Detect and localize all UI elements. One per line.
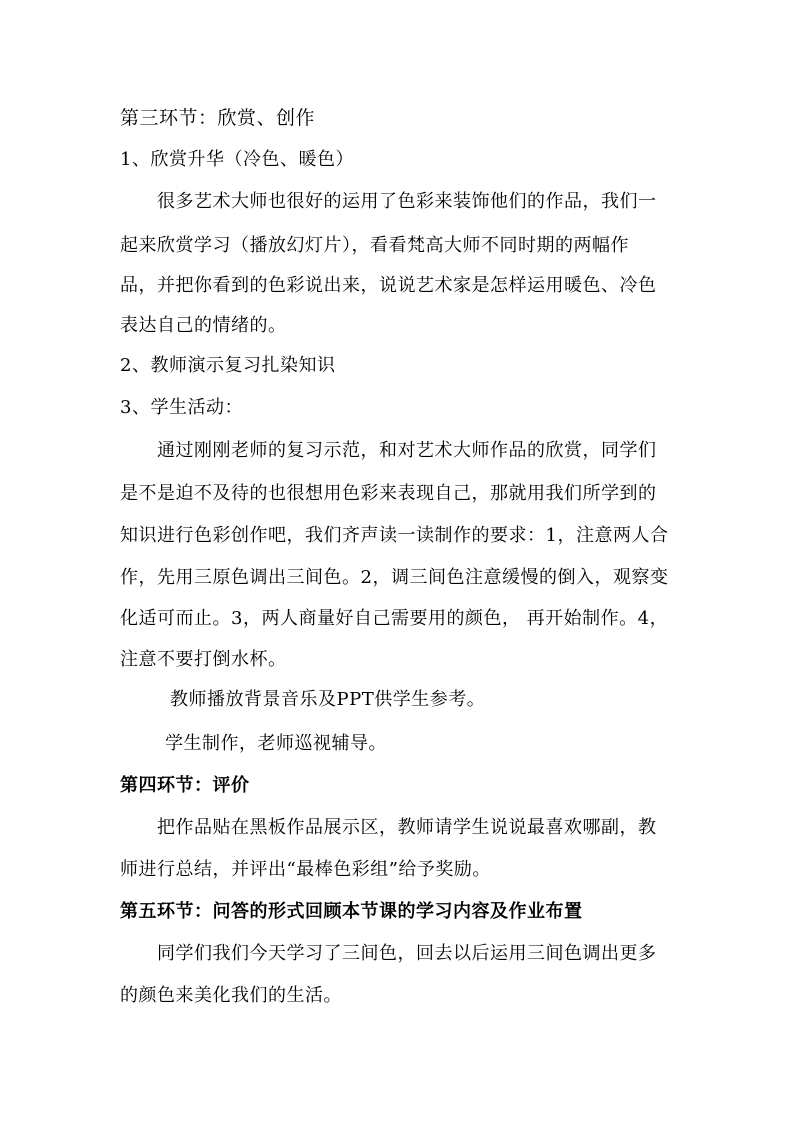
item3-line-5: 化适可而止。3，两人商量好自己需要用的颜色， 再开始制作。4， [120, 608, 669, 629]
item1-line-1: 很多艺术大师也很好的运用了色彩来装饰他们的作品，我们一 [157, 191, 657, 212]
section5-title: 第五环节：问答的形式回顾本节课的学习内容及作业布置 [120, 901, 583, 922]
section5-line-1: 同学们我们今天学习了三间色，回去以后运用三间色调出更多 [157, 943, 657, 964]
item3-title: 3、学生活动： [120, 397, 243, 418]
item3-note-2: 学生制作，老师巡视辅导。 [165, 733, 387, 754]
item3-line-4: 作，先用三原色调出三间色。2，调三间色注意缓慢的倒入，观察变 [120, 567, 669, 588]
item1-line-2: 起来欣赏学习（播放幻灯片），看看梵高大师不同时期的两幅作 [120, 235, 629, 256]
item3-note-1: 教师播放背景音乐及PPT供学生参考。 [170, 689, 486, 710]
item3-line-1: 通过刚刚老师的复习示范，和对艺术大师作品的欣赏，同学们 [157, 440, 657, 461]
item1-line-3: 品，并把你看到的色彩说出来，说说艺术家是怎样运用暖色、冷色 [120, 275, 657, 296]
item3-line-2: 是不是迫不及待的也很想用色彩来表现自己，那就用我们所学到的 [120, 483, 657, 504]
item3-line-3: 知识进行色彩创作吧，我们齐声读一读制作的要求：1，注意两人合 [120, 525, 669, 546]
item2-title: 2、教师演示复习扎染知识 [120, 355, 336, 376]
item1-title: 1、欣赏升华（冷色、暖色） [120, 149, 354, 170]
item3-line-6: 注意不要打倒水杯。 [120, 649, 287, 670]
section4-line-2: 师进行总结，并评出“最棒色彩组”给予奖励。 [120, 859, 491, 880]
section5-line-2: 的颜色来美化我们的生活。 [120, 985, 342, 1006]
section4-line-1: 把作品贴在黑板作品展示区，教师请学生说说最喜欢哪副，教 [157, 817, 657, 838]
section3-title: 第三环节：欣赏、创作 [120, 107, 316, 129]
section4-title: 第四环节：评价 [120, 775, 250, 796]
item1-line-4: 表达自己的情绪的。 [120, 315, 287, 336]
